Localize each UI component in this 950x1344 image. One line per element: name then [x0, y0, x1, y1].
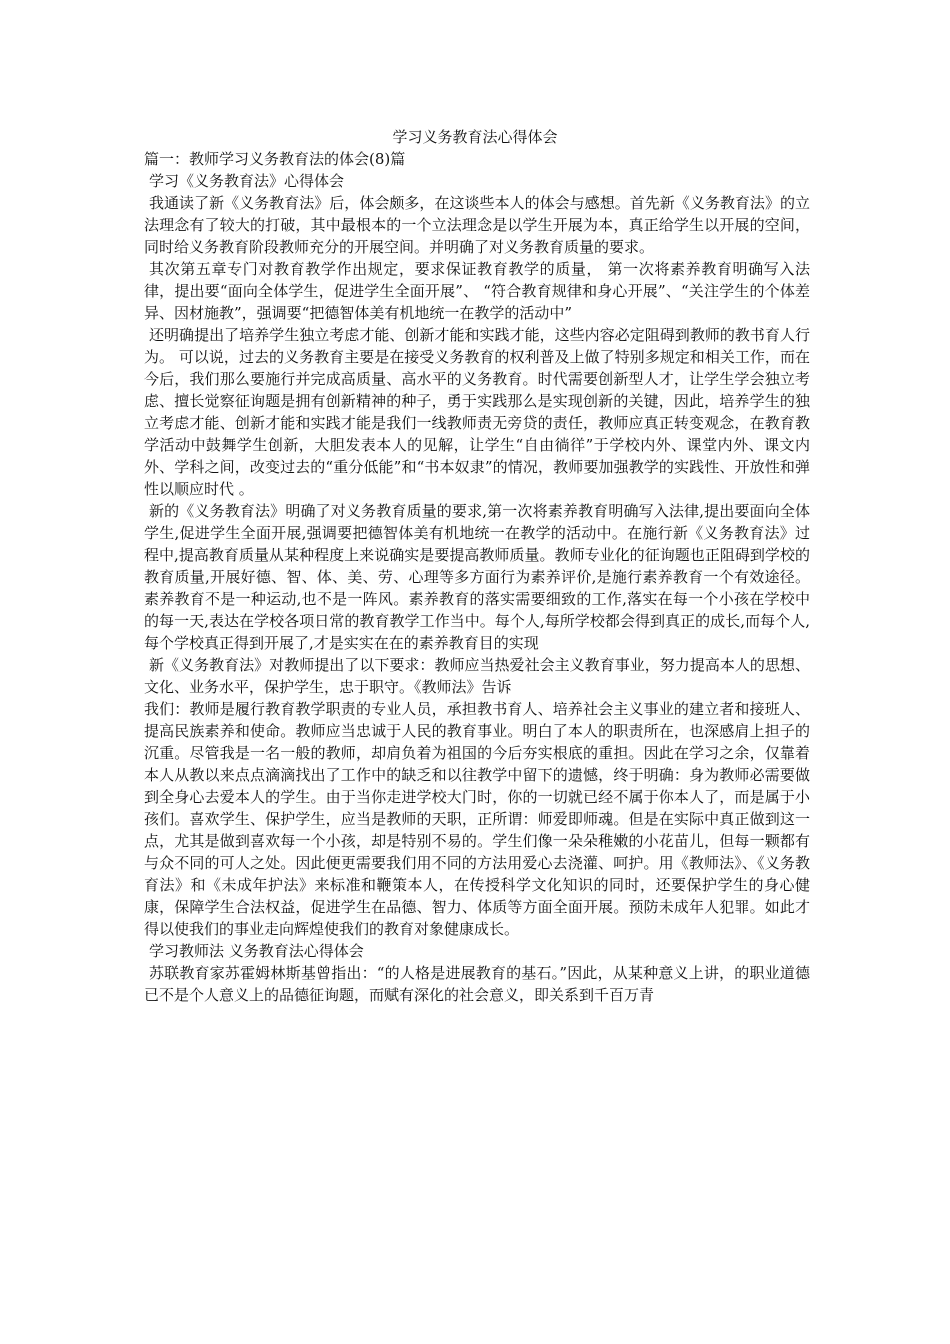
paragraph: 新《义务教育法》对教师提出了以下要求：教师应当热爱社会主义教育事业，努力提高本人的思想、文化、业务水平，保护学生，忠于职守。《教师法》告诉	[144, 656, 810, 696]
article-heading: 学习《义务教育法》心得体会	[149, 172, 345, 190]
paragraph: 新的《义务教育法》明确了对义务教育质量的要求,第一次将素养教育明确写入法律,提出要面向全体学生,促进学生全面开展,强调要把德智体美有机地统一在教学的活动中。在施行新《义务教育法》过程中,提高教育质量从某种程度上来说确实是要提高教师质量。教师专业化的征询题也正阻碍到学校的教育质量,开展好德、智、体、美、劳、心理等多方面行为素养评价,是施行素养教育一个有效途径。素养教育不是一种运动,也不是一阵风。素养教育的落实需要细致的工作,落实在每一个小孩在学校中的每一天,表达在学校各项日常的教育教学工作当中。每个人,每所学校都会得到真正的成长,而每个人,每个学校真正得到开展了,才是实实在在的素养教育目的实现	[144, 502, 810, 652]
paragraph: 我通读了新《义务教育法》后，体会颇多，在这谈些本人的体会与感想。首先新《义务教育法》的立法理念有了较大的打破，其中最根本的一个立法理念是以学生开展为本，真正给学生以开展的空间，同时给义务教育阶段教师充分的开展空间。并明确了对义务教育质量的要求。	[144, 194, 810, 256]
paragraph: 我们：教师是履行教育教学职责的专业人员，承担教书育人、培养社会主义事业的建立者和接班人、提高民族素养和使命。教师应当忠诚于人民的教育事业。明白了本人的职责所在，也深感肩上担子的沉重。尽管我是一名一般的教师，却肩负着为祖国的今后夯实根底的重担。因此在学习之余，仅靠着本人从教以来点点滴滴找出了工作中的缺乏和以往教学中留下的遗憾，终于明确：身为教师必需要做到全身心去爱本人的学生。由于当你走进学校大门时，你的一切就已经不属于你本人了，而是属于小孩们。喜欢学生、保护学生，应当是教师的天职，正所谓：师爱即师魂。但是在实际中真正做到这一点，尤其是做到喜欢每一个小孩，却是特别不易的。学生们像一朵朵稚嫩的小花苗儿，但每一颗都有与众不同的可人之处。因此便更需要我们用不同的方法用爱心去浇灌、呵护。用《教师法》、《义务教育法》和《未成年护法》来标准和鞭策本人，在传授科学文化知识的同时，还要保护学生的身心健康，保障学生合法权益，促进学生在品德、智力、体质等方面全面开展。预防未成年人犯罪。如此才得以使我们的事业走向辉煌使我们的教育对象健康成长。	[144, 700, 810, 938]
article-heading: 学习教师法 义务教育法心得体会	[149, 942, 364, 960]
document-body	[144, 148, 810, 1006]
paragraph: 苏联教育家苏霍姆林斯基曾指出：“的人格是进展教育的基石。”因此，从某种意义上讲，的职业道德已不是个人意义上的品德征询题，而赋有深化的社会意义，即关系到千百万青	[144, 964, 810, 1004]
section-heading: 篇一：教师学习义务教育法的体会(8)篇	[144, 150, 406, 168]
paragraph: 其次第五章专门对教育教学作出规定，要求保证教育教学的质量， 第一次将素养教育明确写入法律，提出要“面向全体学生，促进学生全面开展”、 “符合教育规律和身心开展”、“关注学生的个体差异、因材施教”，强调要“把德智体美有机地统一在教学的活动中”	[144, 260, 810, 322]
paragraph: 还明确提出了培养学生独立考虑才能、创新才能和实践才能，这些内容必定阻碍到教师的教书育人行为。 可以说，过去的义务教育主要是在接受义务教育的权利普及上做了特别多规定和相关工作，而在今后，我们那么要施行并完成高质量、高水平的义务教育。时代需要创新型人才，让学生学会独立考虑、擅长觉察征询题是拥有创新精神的种子，勇于实践那么是实现创新的关键，因此，培养学生的独立考虑才能、创新才能和实践才能是我们一线教师责无旁贷的责任，教师应真正转变观念，在教育教学活动中鼓舞学生创新，大胆发表本人的见解，让学生“自由徜徉”于学校内外、课堂内外、课文内外、学科之间，改变过去的“重分低能”和“书本奴隶”的情况，教师要加强教学的实践性、开放性和弹性以顺应时代 。	[144, 326, 810, 498]
document-title: 学习义务教育法心得体会	[392, 128, 558, 146]
